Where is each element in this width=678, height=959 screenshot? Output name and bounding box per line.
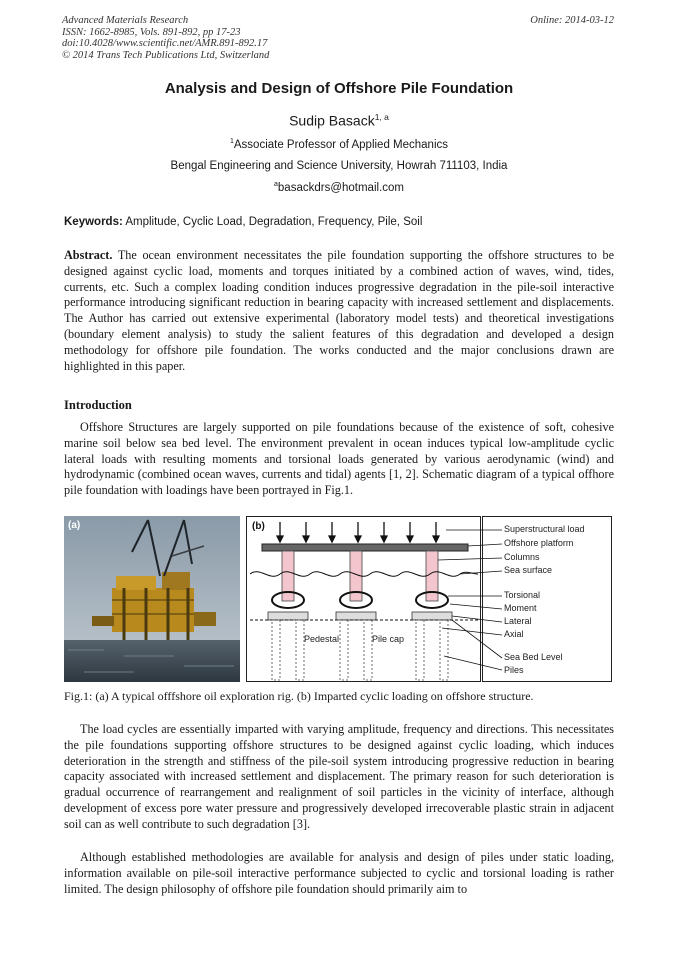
copyright: © 2014 Trans Tech Publications Ltd, Switzerland	[62, 49, 270, 61]
author-email	[0, 181, 678, 194]
keywords	[64, 216, 422, 228]
intro-paragraph: Offshore Structures are largely supported on pile foundations because of the existence of soft, cohesive marine soil below sea bed level. The environment prevalent in ocean induces typical low-amplitude cyclic lateral loads with resulting moments and torsional loads generated by various aerodynamic (wind) and hydrodynamic (combined ocean waves, currents and tidal) agents [1, 2]. Schematic diagram of a typical offhore pile foundation with loadings have been portrayed in Fig.1.	[64, 420, 614, 498]
section-heading-introduction: Introduction	[64, 398, 132, 412]
label-sea-surface: Sea surface	[504, 565, 553, 575]
label-columns: Columns	[504, 552, 540, 562]
label-pedestal: Pedestal	[304, 634, 340, 644]
schematic-svg	[246, 516, 612, 682]
doi: doi:10.4028/www.scientific.net/AMR.891-892.17	[62, 38, 268, 50]
affiliation-institution: Bengal Engineering and Science University, Howrah 711103, India	[170, 160, 508, 172]
label-offshore-platform: Offshore platform	[504, 538, 574, 548]
author-name: Sudip Basack	[289, 112, 375, 129]
abstract-text: The ocean environment necessitates the pile foundation supporting the offshore structures to be designed against cyclic load, moments and torques initiated by a combined action of waves, wind, tides, currents, etc. Such a complex loading condition induces progressive degradation in the pile-soil interactive performance introducing significant reduction in bearing capacity with increased settlement and displacements. The Author has carried out extensive experimental (laboratory model tests) and theoretical investigations (boundary element analysis) to study the salient features of this degradation and developed a design methodology for offshore pile foundation. The works conducted and the major conclusions drawn are highlighted in this paper.	[64, 248, 614, 373]
abstract	[64, 248, 614, 374]
figure-caption: Fig.1: (a) A typical offfshore oil exploration rig. (b) Imparted cyclic loading on offshore structure.	[64, 689, 534, 703]
pile-caps	[268, 612, 452, 620]
label-b: (b)	[252, 521, 265, 532]
affil-line1: Associate Professor of Applied Mechanics	[233, 138, 449, 151]
affil-sup: 1	[229, 138, 234, 145]
affiliation-position	[0, 138, 678, 151]
label-torsional: Torsional	[504, 590, 541, 600]
label-piles: Piles	[504, 665, 524, 675]
offshore-platform	[262, 544, 468, 551]
paper-title: Analysis and Design of Offshore Pile Foundation	[164, 80, 514, 97]
piles	[272, 620, 448, 680]
label-sea-bed-level: Sea Bed Level	[504, 652, 563, 662]
label-pile-cap: Pile cap	[372, 634, 405, 644]
label-axial: Axial	[504, 629, 524, 639]
abstract-label: Abstract.	[64, 248, 113, 262]
label-superstructural-load: Superstructural load	[504, 524, 585, 534]
author	[0, 112, 678, 129]
superstructural-load-arrows	[277, 522, 439, 542]
body-paragraph-2: The load cycles are essentially imparted with varying amplitude, frequency and directions. This necessitates the pile foundations supporting offshore structures to be designed against cyclic loading, which induces deterioration in the strength and stiffness of the pile-soil system introducing progressive reduction in bearing capacity associated with increased settlement and displacement. The primary reason for such deterioration is gradual occurrence of rearrangement and realignment of soil particles in the vicinity of interface, although development of excess pore water pressure and progressively developed irrecoverable plastic strain in adjacent soil can as well contribute to such degradation [3].	[64, 722, 614, 831]
label-a: (a)	[68, 520, 81, 531]
label-lateral: Lateral	[504, 616, 532, 626]
email-text: basackdrs@hotmail.com	[277, 181, 404, 194]
figure-b-schematic	[246, 516, 612, 682]
rig-photo-svg	[64, 516, 240, 682]
body-paragraph-3: Although established methodologies are available for analysis and design of piles under static loading, information available on pile-soil interactive performance subjected to cyclic and torsional loading is rather limited. The design philosophy of offshore pile foundation should primarily aim to	[64, 850, 614, 896]
author-sup: 1, a	[374, 112, 389, 122]
email-sup: a	[274, 181, 278, 188]
sea	[64, 640, 240, 682]
issn: ISSN: 1662-8985, Vols. 891-892, pp 17-23	[62, 26, 241, 38]
keywords-text: Amplitude, Cyclic Load, Degradation, Frequency, Pile, Soil	[122, 216, 423, 228]
journal-header	[62, 15, 269, 61]
online-date: Online: 2014-03-12	[530, 15, 614, 26]
label-moment: Moment	[504, 603, 537, 613]
figure-a-rig-photo	[64, 516, 240, 682]
journal-name: Advanced Materials Research	[62, 15, 189, 26]
keywords-label: Keywords:	[64, 216, 123, 228]
